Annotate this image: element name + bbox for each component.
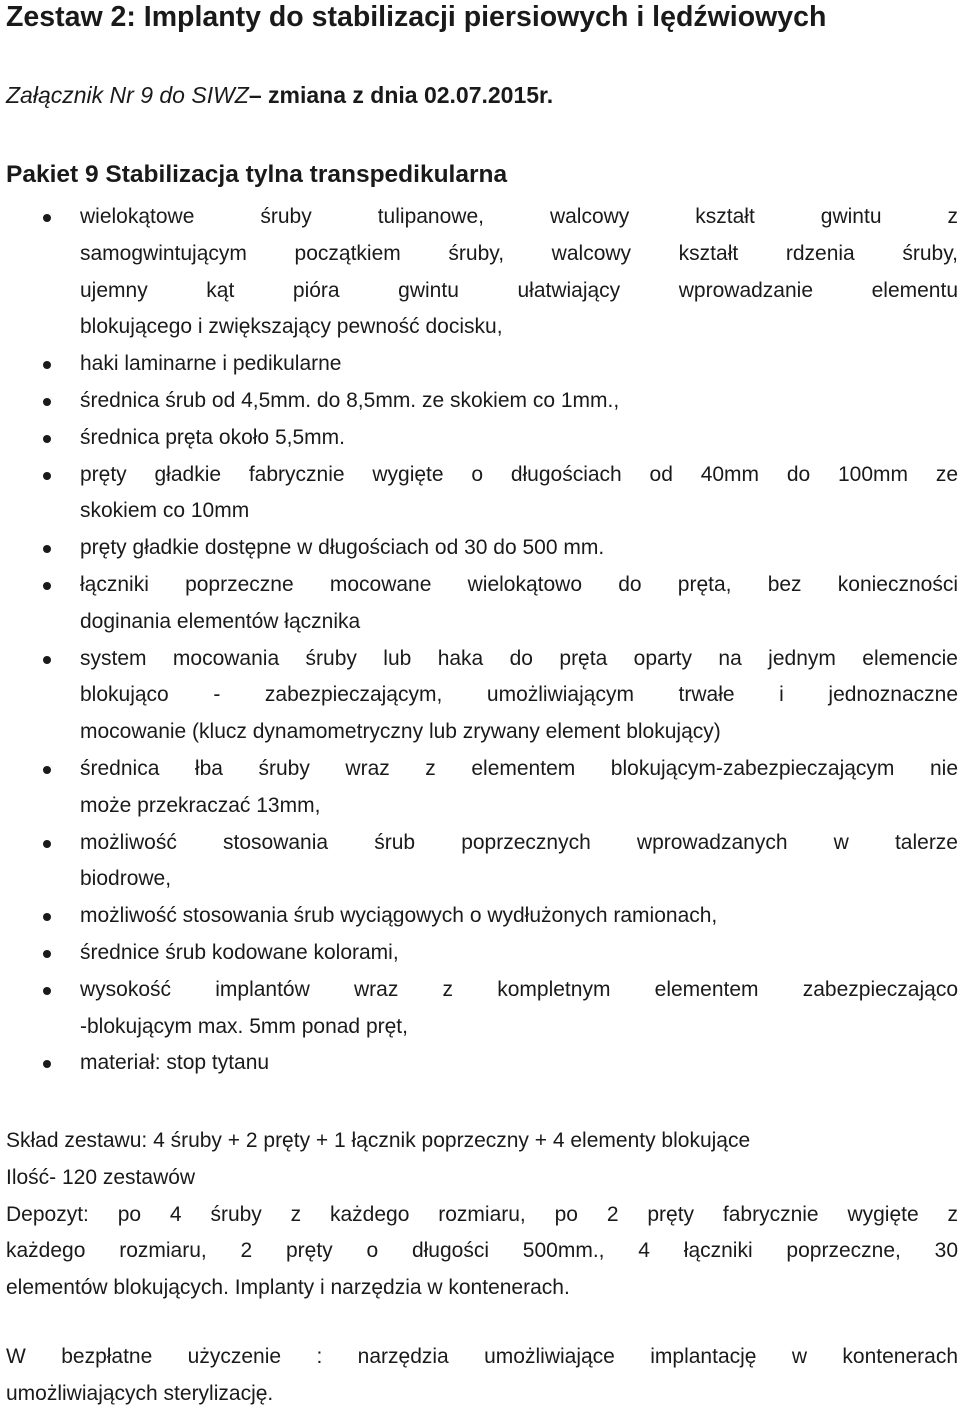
- free-use-paragraph: [6, 1339, 958, 1413]
- bullet-icon: [43, 398, 51, 406]
- specification-list: [0, 199, 960, 1082]
- text-line: średnica łba śruby wraz z elementem blokującym-zabezpieczającym nie: [80, 756, 958, 780]
- specification-item: [0, 199, 960, 346]
- bullet-icon: [43, 545, 51, 553]
- bullet-icon: [43, 987, 51, 995]
- bullet-icon: [43, 840, 51, 848]
- specification-item: [0, 935, 960, 972]
- bullet-icon: [43, 913, 51, 921]
- specification-item: [0, 898, 960, 935]
- text-line: mocowanie (klucz dynamometryczny lub zrywany element blokujący): [80, 720, 721, 744]
- bullet-icon: [43, 656, 51, 664]
- specification-item: [0, 641, 960, 751]
- text-line: skokiem co 10mm: [80, 499, 250, 523]
- package-title: Pakiet 9 Stabilizacja tylna transpedikularna: [6, 161, 508, 188]
- text-line: możliwość stosowania śrub poprzecznych wprowadzanych w talerze: [80, 830, 958, 854]
- bullet-icon: [43, 214, 51, 222]
- text-line: Skład zestawu: 4 śruby + 2 pręty + 1 łącznik poprzeczny + 4 elementy blokujące: [6, 1129, 751, 1152]
- bullet-icon: [43, 766, 51, 774]
- summary-paragraph: [6, 1123, 958, 1160]
- specification-item: [0, 346, 960, 383]
- text-line: doginania elementów łącznika: [80, 609, 361, 633]
- text-line: Depozyt: po 4 śruby z każdego rozmiaru, po 2 pręty fabrycznie wygięte z: [6, 1202, 958, 1226]
- text-line: każdego rozmiaru, 2 pręty o długości 500mm., 4 łączniki poprzeczne, 30: [6, 1239, 958, 1263]
- specification-item: [0, 457, 960, 531]
- specification-item: [0, 567, 960, 641]
- specification-item: [0, 825, 960, 899]
- specification-item: [0, 420, 960, 457]
- text-line: łączniki poprzeczne mocowane wielokątowo do pręta, bez konieczności: [80, 572, 958, 596]
- annex-line: [6, 80, 553, 110]
- text-line: blokującego i zwiększający pewność docisku,: [80, 315, 503, 339]
- bullet-icon: [43, 361, 51, 369]
- bullet-icon: [43, 1060, 51, 1068]
- bullet-icon: [43, 582, 51, 590]
- text-line: wielokątowe śruby tulipanowe, walcowy kształt gwintu z: [80, 205, 958, 228]
- bullet-icon: [43, 950, 51, 958]
- text-line: samogwintującym początkiem śruby, walcowy kształt rdzenia śruby,: [80, 241, 958, 265]
- text-line: wysokość implantów wraz z kompletnym elementem zabezpieczająco: [80, 977, 958, 1001]
- summary-paragraph: [6, 1197, 958, 1307]
- text-line: blokująco - zabezpieczającym, umożliwiającym trwałe i jednoznaczne: [80, 683, 958, 707]
- specification-item: [0, 972, 960, 1046]
- free-use-note: [6, 1339, 958, 1413]
- text-line: materiał: stop tytanu: [80, 1051, 270, 1075]
- text-line: umożliwiających sterylizację.: [6, 1381, 274, 1405]
- text-line: haki laminarne i pedikularne: [80, 352, 342, 376]
- text-line: biodrowe,: [80, 867, 172, 891]
- text-line: W bezpłatne użyczenie : narzędzia umożliwiające implantację w kontenerach: [6, 1345, 958, 1368]
- text-line: możliwość stosowania śrub wyciągowych o wydłużonych ramionach,: [80, 904, 718, 928]
- text-line: elementów blokujących. Implanty i narzędzia w kontenerach.: [6, 1276, 570, 1300]
- specification-item: [0, 751, 960, 825]
- annex-change-date: – zmiana z dnia 02.07.2015r.: [248, 82, 554, 108]
- text-line: pręty gładkie dostępne w długościach od 30 do 500 mm.: [80, 536, 605, 560]
- text-line: -blokującym max. 5mm ponad pręt,: [80, 1014, 408, 1038]
- text-line: średnica pręta około 5,5mm.: [80, 425, 345, 449]
- text-line: średnica śrub od 4,5mm. do 8,5mm. ze skokiem co 1mm.,: [80, 388, 620, 412]
- specification-item: [0, 530, 960, 567]
- text-line: może przekraczać 13mm,: [80, 793, 321, 817]
- set-summary: [6, 1123, 958, 1307]
- document-title: Zestaw 2: Implanty do stabilizacji piersiowych i lędźwiowych: [6, 1, 827, 33]
- bullet-icon: [43, 435, 51, 443]
- text-line: Ilość- 120 zestawów: [6, 1165, 196, 1189]
- text-line: system mocowania śruby lub haka do pręta oparty na jednym elemencie: [80, 646, 958, 670]
- annex-reference: Załącznik Nr 9 do SIWZ: [6, 82, 249, 108]
- summary-paragraph: [6, 1160, 958, 1197]
- specification-item: [0, 1045, 960, 1082]
- text-line: ujemny kąt pióra gwintu ułatwiający wprowadzanie elementu: [80, 278, 958, 302]
- bullet-icon: [43, 472, 51, 480]
- text-line: średnice śrub kodowane kolorami,: [80, 940, 399, 964]
- specification-item: [0, 383, 960, 420]
- text-line: pręty gładkie fabrycznie wygięte o długościach od 40mm do 100mm ze: [80, 462, 958, 486]
